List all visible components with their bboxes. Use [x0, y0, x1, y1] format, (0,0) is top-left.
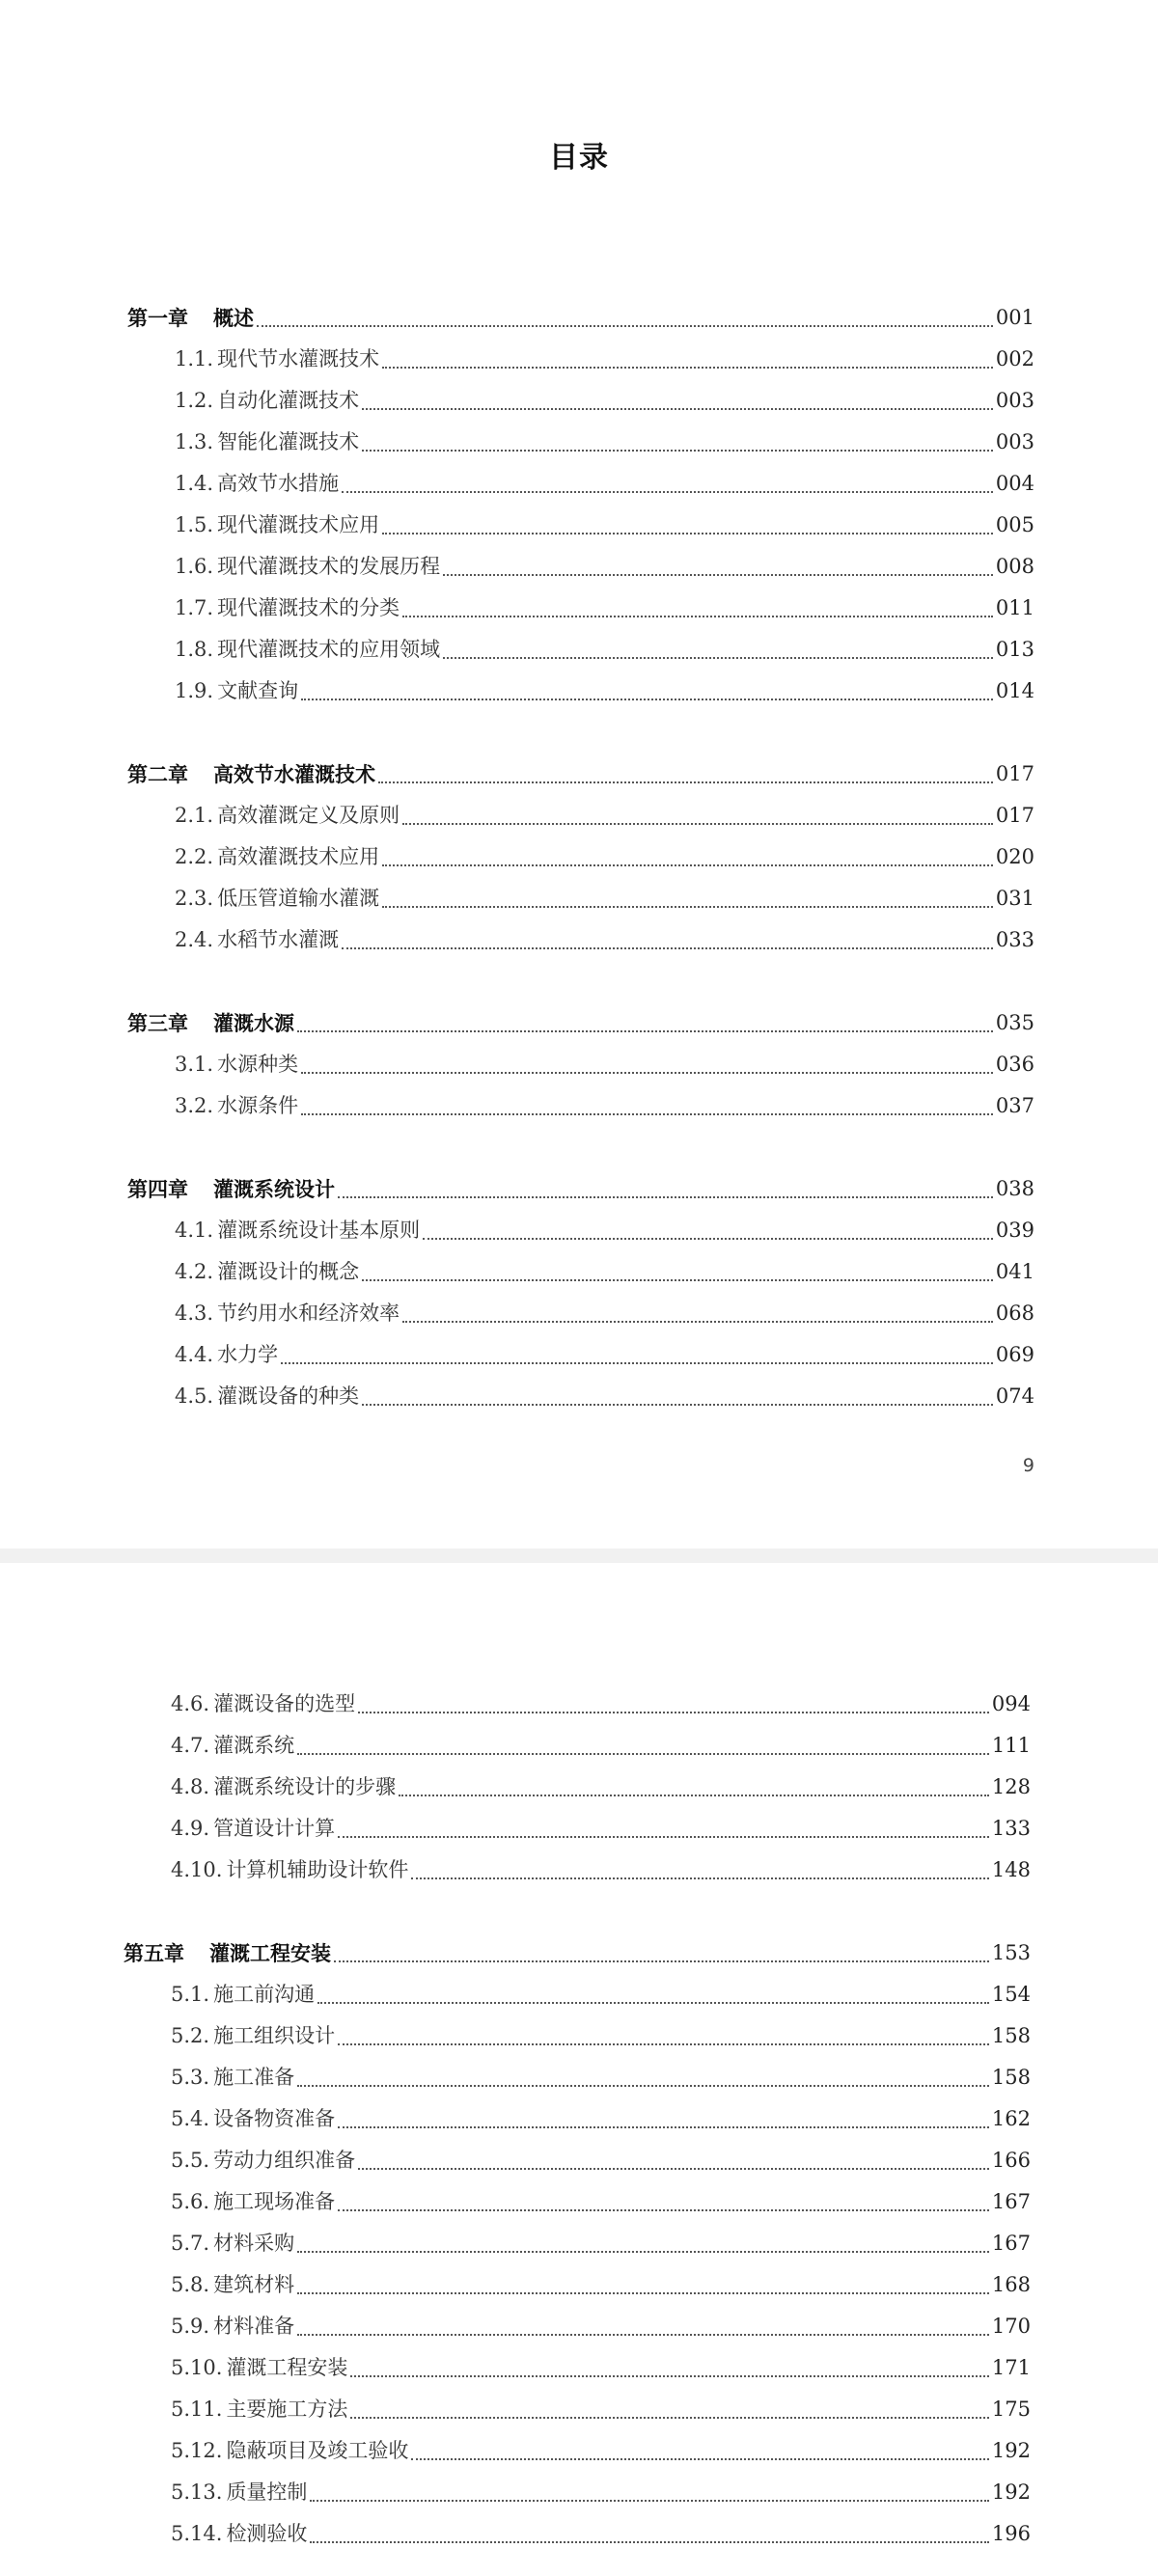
toc-entry-title: 高效节水灌溉技术 [213, 762, 375, 786]
toc-section-entry[interactable] [0, 795, 1158, 836]
toc-entry-number: 2.1. [175, 804, 214, 827]
toc-entry-number: 5.6. [171, 2190, 210, 2213]
toc-entry-page: 154 [991, 1983, 1031, 2006]
toc-entry-title: 高效灌溉定义及原则 [217, 804, 400, 827]
toc-entry-number: 5.9. [171, 2315, 210, 2338]
toc-entry-page: 153 [991, 1941, 1031, 1964]
toc-entry-page: 171 [991, 2356, 1031, 2379]
dot-leader [443, 574, 993, 576]
toc-entry-title: 材料准备 [213, 2315, 295, 2338]
toc-entry-page: 074 [995, 1384, 1034, 1408]
toc-entry-page: 167 [991, 2190, 1031, 2213]
page-number: 9 [1022, 1455, 1034, 1476]
dot-leader [297, 1030, 993, 1032]
toc-entry-page: 168 [991, 2273, 1031, 2296]
toc-entry-title: 灌溉水源 [213, 1011, 294, 1035]
toc-entry-page: 001 [995, 306, 1034, 329]
toc-entry-page: 003 [995, 430, 1034, 453]
dot-leader [350, 2375, 988, 2377]
toc-entry-title: 劳动力组织准备 [213, 2149, 356, 2172]
toc-list-continued [0, 1684, 1158, 2555]
toc-section-entry[interactable] [0, 2223, 1158, 2264]
toc-entry-title: 水力学 [217, 1343, 279, 1366]
document-page-2 [0, 1563, 1158, 2576]
toc-section-entry[interactable] [0, 2513, 1158, 2555]
toc-entry-number: 4.7. [171, 1734, 210, 1757]
toc-entry-number: 1.4. [175, 472, 214, 495]
toc-entry-title: 灌溉系统设计的步骤 [213, 1775, 397, 1798]
toc-section-entry[interactable] [0, 1767, 1158, 1808]
dot-leader [382, 864, 993, 866]
toc-section-entry[interactable] [0, 2306, 1158, 2347]
toc-chapter-entry[interactable] [0, 1168, 1158, 1210]
toc-section-entry[interactable] [0, 2015, 1158, 2057]
toc-entry-page: 133 [991, 1817, 1031, 1840]
toc-entry-title: 灌溉系统设计 [213, 1177, 335, 1201]
toc-entry-page: 094 [991, 1692, 1031, 1715]
toc-entry-page: 148 [991, 1858, 1031, 1881]
dot-leader [297, 2251, 989, 2253]
toc-section-entry[interactable] [0, 878, 1158, 919]
toc-chapter-entry[interactable] [0, 1002, 1158, 1044]
toc-spacer [0, 1891, 1158, 1932]
toc-entry-number: 5.8. [171, 2273, 210, 2296]
toc-entry-number: 1.8. [175, 638, 214, 661]
toc-entry-page: 167 [991, 2232, 1031, 2255]
toc-section-entry[interactable] [0, 1808, 1158, 1850]
toc-entry-title: 灌溉设备的种类 [217, 1384, 360, 1408]
toc-entry-number: 3.1. [175, 1053, 214, 1076]
toc-entry-title: 灌溉工程安装 [209, 1941, 331, 1965]
toc-entry-title: 隐蔽项目及竣工验收 [226, 2439, 409, 2462]
dot-leader [382, 533, 993, 534]
toc-section-entry[interactable] [0, 836, 1158, 878]
toc-entry-number: 5.1. [171, 1983, 210, 2006]
dot-leader [297, 2292, 989, 2294]
dot-leader [338, 2126, 989, 2128]
toc-entry-title: 材料采购 [213, 2232, 295, 2255]
toc-entry-title: 水源条件 [217, 1094, 299, 1117]
dot-leader [338, 2043, 989, 2045]
toc-title: 目录 [549, 141, 609, 175]
toc-section-entry[interactable] [0, 919, 1158, 961]
toc-entry-title: 高效灌溉技术应用 [217, 845, 380, 868]
toc-entry-page: 166 [991, 2149, 1031, 2172]
toc-chapter-entry[interactable] [0, 754, 1158, 795]
dot-leader [338, 1196, 993, 1198]
toc-entry-title: 高效节水措施 [217, 472, 340, 495]
dot-leader [257, 325, 993, 327]
dot-leader [443, 657, 993, 659]
toc-section-entry[interactable] [0, 2430, 1158, 2472]
toc-entry-number: 1.7. [175, 596, 214, 619]
toc-section-entry[interactable] [0, 1293, 1158, 1334]
dot-leader [362, 1279, 993, 1281]
toc-entry-number: 4.4. [175, 1343, 214, 1366]
toc-entry-number: 第二章 [127, 762, 188, 786]
toc-entry-number: 第三章 [127, 1011, 188, 1035]
dot-leader [382, 367, 993, 369]
toc-entry-number: 5.13. [171, 2480, 223, 2504]
toc-entry-title: 施工准备 [213, 2066, 295, 2089]
toc-entry-number: 2.2. [175, 845, 214, 868]
toc-entry-number: 2.3. [175, 887, 214, 910]
toc-entry-page: 162 [991, 2107, 1031, 2130]
toc-entry-page: 033 [995, 928, 1034, 951]
dot-leader [342, 947, 993, 949]
toc-section-entry[interactable] [0, 2181, 1158, 2223]
toc-entry-title: 检测验收 [226, 2522, 308, 2545]
toc-entry-title: 主要施工方法 [226, 2398, 348, 2421]
toc-section-entry[interactable] [0, 1725, 1158, 1767]
toc-entry-page: 017 [995, 762, 1034, 785]
toc-entry-title: 施工现场准备 [213, 2190, 336, 2213]
toc-section-entry[interactable] [0, 588, 1158, 629]
toc-section-entry[interactable] [0, 1044, 1158, 1085]
toc-entry-title: 计算机辅助设计软件 [226, 1858, 409, 1881]
toc-entry-number: 1.3. [175, 430, 214, 453]
toc-entry-page: 158 [991, 2066, 1031, 2089]
dot-leader [342, 491, 993, 493]
toc-entry-number: 4.5. [175, 1384, 214, 1408]
dot-leader [301, 1072, 993, 1074]
toc-entry-title: 节约用水和经济效率 [217, 1302, 400, 1325]
toc-entry-number: 1.9. [175, 679, 214, 702]
toc-entry-page: 196 [991, 2522, 1031, 2545]
toc-entry-page: 038 [995, 1177, 1034, 1200]
toc-entry-title: 现代灌溉技术应用 [217, 513, 380, 536]
toc-entry-page: 003 [995, 389, 1034, 412]
toc-entry-number: 1.2. [175, 389, 214, 412]
toc-section-entry[interactable] [0, 2389, 1158, 2430]
toc-section-entry[interactable] [0, 671, 1158, 712]
toc-entry-number: 4.1. [175, 1219, 214, 1242]
toc-entry-page: 005 [995, 513, 1034, 536]
dot-leader [350, 2417, 988, 2419]
toc-entry-page: 011 [995, 596, 1034, 619]
toc-entry-title: 建筑材料 [213, 2273, 295, 2296]
toc-section-entry[interactable] [0, 463, 1158, 505]
toc-entry-number: 4.8. [171, 1775, 210, 1798]
toc-entry-page: 158 [991, 2024, 1031, 2047]
toc-entry-page: 013 [995, 638, 1034, 661]
toc-entry-page: 175 [991, 2398, 1031, 2421]
dot-leader [301, 1113, 993, 1115]
toc-entry-page: 037 [995, 1094, 1034, 1117]
toc-section-entry[interactable] [0, 1210, 1158, 1251]
toc-entry-title: 自动化灌溉技术 [217, 389, 360, 412]
toc-section-entry[interactable] [0, 2347, 1158, 2389]
toc-entry-title: 灌溉设备的选型 [213, 1692, 356, 1715]
toc-entry-page: 035 [995, 1011, 1034, 1034]
toc-entry-number: 5.10. [171, 2356, 223, 2379]
toc-entry-page: 041 [995, 1260, 1034, 1283]
toc-entry-title: 灌溉工程安装 [226, 2356, 348, 2379]
toc-spacer [0, 1127, 1158, 1168]
toc-section-entry[interactable] [0, 2140, 1158, 2181]
toc-entry-page: 192 [991, 2439, 1031, 2462]
dot-leader [362, 450, 993, 452]
toc-section-entry[interactable] [0, 1334, 1158, 1376]
toc-entry-page: 111 [991, 1734, 1031, 1757]
dot-leader [297, 2334, 989, 2336]
toc-chapter-entry[interactable] [0, 1932, 1158, 1974]
dot-leader [297, 2085, 989, 2087]
toc-entry-number: 第四章 [127, 1177, 188, 1201]
toc-entry-page: 031 [995, 887, 1034, 910]
toc-entry-number: 2.4. [175, 928, 214, 951]
dot-leader [399, 1795, 989, 1796]
dot-leader [402, 823, 993, 825]
toc-section-entry[interactable] [0, 1974, 1158, 2015]
toc-entry-number: 1.5. [175, 513, 214, 536]
toc-entry-title: 低压管道输水灌溉 [217, 887, 380, 910]
dot-leader [423, 1238, 993, 1240]
toc-entry-page: 192 [991, 2480, 1031, 2504]
toc-entry-number: 4.9. [171, 1817, 210, 1840]
toc-section-entry[interactable] [0, 505, 1158, 546]
toc-entry-number: 4.3. [175, 1302, 214, 1325]
toc-section-entry[interactable] [0, 2098, 1158, 2140]
toc-spacer [0, 712, 1158, 754]
toc-entry-page: 017 [995, 804, 1034, 827]
toc-entry-title: 智能化灌溉技术 [217, 430, 360, 453]
toc-section-entry[interactable] [0, 1085, 1158, 1127]
toc-entry-title: 灌溉系统设计基本原则 [217, 1219, 421, 1242]
toc-entry-page: 170 [991, 2315, 1031, 2338]
toc-entry-title: 水源种类 [217, 1053, 299, 1076]
dot-leader [310, 2541, 988, 2543]
toc-section-entry[interactable] [0, 339, 1158, 380]
dot-leader [338, 2209, 989, 2211]
toc-entry-number: 5.3. [171, 2066, 210, 2089]
dot-leader [297, 1753, 989, 1755]
dot-leader [378, 781, 993, 783]
toc-entry-title: 现代灌溉技术的发展历程 [217, 555, 441, 578]
toc-entry-title: 现代节水灌溉技术 [217, 347, 380, 370]
toc-section-entry[interactable] [0, 422, 1158, 463]
toc-entry-title: 水稻节水灌溉 [217, 928, 340, 951]
toc-section-entry[interactable] [0, 1376, 1158, 1417]
toc-entry-title: 施工组织设计 [213, 2024, 336, 2047]
toc-entry-number: 4.10. [171, 1858, 223, 1881]
dot-leader [411, 1877, 988, 1879]
dot-leader [358, 1712, 989, 1713]
toc-entry-page: 039 [995, 1219, 1034, 1242]
toc-entry-title: 设备物资准备 [213, 2107, 336, 2130]
dot-leader [338, 1836, 989, 1838]
toc-entry-number: 5.11. [171, 2398, 223, 2421]
dot-leader [317, 2002, 989, 2004]
toc-entry-number: 1.6. [175, 555, 214, 578]
toc-entry-number: 第五章 [124, 1941, 184, 1965]
toc-section-entry[interactable] [0, 1850, 1158, 1891]
toc-entry-number: 5.12. [171, 2439, 223, 2462]
toc-section-entry[interactable] [0, 1684, 1158, 1725]
dot-leader [310, 2500, 988, 2502]
toc-entry-title: 管道设计计算 [213, 1817, 336, 1840]
toc-list [0, 297, 1158, 1417]
dot-leader [402, 616, 993, 617]
toc-entry-page: 069 [995, 1343, 1034, 1366]
toc-entry-number: 1.1. [175, 347, 214, 370]
dot-leader [382, 906, 993, 908]
dot-leader [281, 1362, 993, 1364]
toc-entry-title: 现代灌溉技术的应用领域 [217, 638, 441, 661]
toc-entry-page: 008 [995, 555, 1034, 578]
toc-entry-number: 5.2. [171, 2024, 210, 2047]
toc-chapter-entry[interactable] [0, 297, 1158, 339]
toc-entry-title: 灌溉设计的概念 [217, 1260, 360, 1283]
toc-entry-number: 5.14. [171, 2522, 223, 2545]
dot-leader [358, 2168, 989, 2170]
toc-entry-page: 068 [995, 1302, 1034, 1325]
toc-entry-number: 5.7. [171, 2232, 210, 2255]
dot-leader [362, 408, 993, 410]
toc-entry-number: 5.4. [171, 2107, 210, 2130]
toc-entry-title: 施工前沟通 [213, 1983, 316, 2006]
toc-entry-title: 现代灌溉技术的分类 [217, 596, 400, 619]
toc-section-entry[interactable] [0, 2057, 1158, 2098]
toc-entry-number: 4.6. [171, 1692, 210, 1715]
toc-spacer [0, 961, 1158, 1002]
toc-entry-number: 3.2. [175, 1094, 214, 1117]
toc-section-entry[interactable] [0, 629, 1158, 671]
dot-leader [334, 1960, 989, 1962]
toc-entry-title: 灌溉系统 [213, 1734, 295, 1757]
toc-section-entry[interactable] [0, 546, 1158, 588]
toc-entry-number: 5.5. [171, 2149, 210, 2172]
toc-section-entry[interactable] [0, 1251, 1158, 1293]
toc-section-entry[interactable] [0, 380, 1158, 422]
toc-section-entry[interactable] [0, 2264, 1158, 2306]
dot-leader [402, 1321, 993, 1323]
toc-entry-page: 002 [995, 347, 1034, 370]
toc-entry-page: 036 [995, 1053, 1034, 1076]
dot-leader [362, 1404, 993, 1406]
toc-entry-title: 文献查询 [217, 679, 299, 702]
toc-entry-title: 质量控制 [226, 2480, 308, 2504]
dot-leader [411, 2458, 988, 2460]
toc-entry-number: 第一章 [127, 306, 188, 330]
toc-entry-page: 128 [991, 1775, 1031, 1798]
toc-entry-page: 014 [995, 679, 1034, 702]
toc-entry-page: 004 [995, 472, 1034, 495]
toc-section-entry[interactable] [0, 2472, 1158, 2513]
toc-entry-page: 020 [995, 845, 1034, 868]
toc-entry-title: 概述 [213, 306, 254, 330]
dot-leader [301, 699, 993, 700]
toc-entry-number: 4.2. [175, 1260, 214, 1283]
